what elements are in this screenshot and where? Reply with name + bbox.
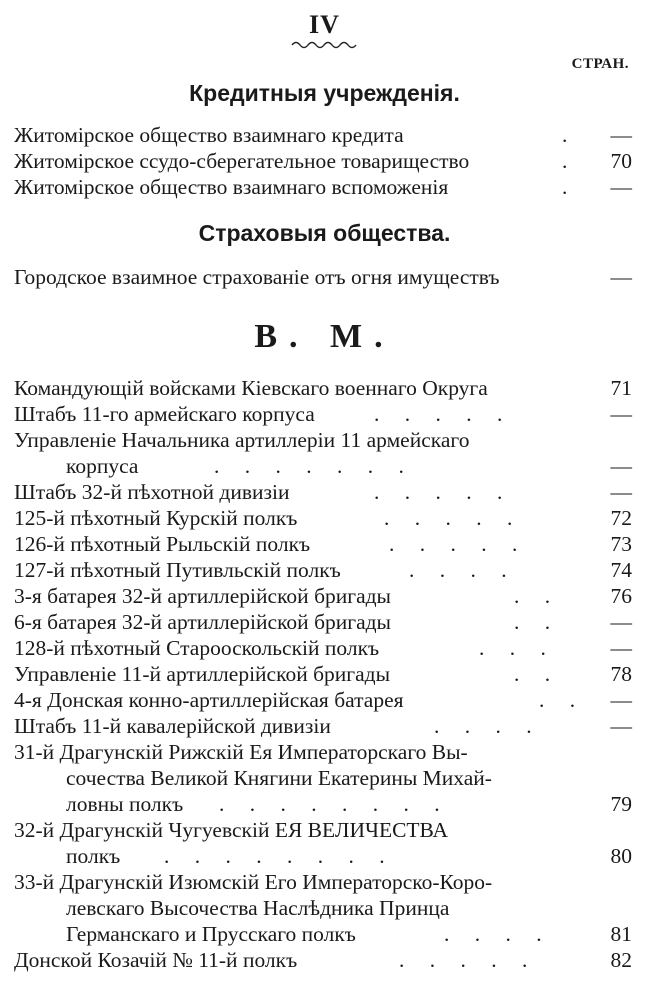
toc-entry — [14, 635, 632, 661]
entry-text-cont: корпуса — [66, 454, 139, 478]
entry-text: Городское взаимное страхованіе отъ огня имуществъ — [14, 265, 500, 289]
entry-text: 31-й Драгунскій Рижскій Ея Императорскаго Вы- — [14, 740, 468, 764]
entry-leader: . . . . — [444, 922, 552, 946]
toc-entry — [14, 583, 632, 609]
entry-page: — — [610, 123, 632, 147]
entry-leader: . . — [514, 610, 561, 634]
toc-entry — [14, 427, 632, 479]
entry-text: Штабъ 11-го армейскаго корпуса — [14, 402, 315, 426]
entry-leader: . . . . . . . — [214, 454, 414, 478]
entry-text: 33-й Драгунскій Изюмскій Его Императорско-Коро- — [14, 870, 493, 894]
entry-leader: . . . . . — [384, 506, 523, 530]
entry-page: — — [610, 402, 632, 426]
entry-text: Житомірское ссудо-сберегательное товарищество — [14, 149, 470, 173]
entry-text: Командующій войсками Кіевскаго военнаго Округа — [14, 376, 488, 400]
toc-entry — [14, 687, 632, 713]
toc-entry — [14, 122, 632, 148]
entry-page: 79 — [610, 792, 632, 816]
page-number: IV — [309, 10, 340, 39]
entry-leader: . — [562, 149, 578, 173]
entry-text: 128-й пѣхотный Старооскольскій полкъ — [14, 636, 380, 660]
toc-entry — [14, 947, 632, 973]
toc-entry — [14, 479, 632, 505]
toc-entry — [14, 174, 632, 200]
toc-entry — [14, 869, 632, 947]
entry-text: 3-я батарея 32-й артиллерійской бригады — [14, 584, 392, 608]
entry-page: 82 — [610, 948, 632, 972]
entry-page: — — [610, 265, 632, 289]
entry-text: Штабъ 11-й кавалерійской дивизіи — [14, 714, 331, 738]
entry-page: — — [610, 480, 632, 504]
toc-entry — [14, 375, 632, 401]
entry-leader: . . . . . . . . — [164, 844, 395, 868]
entry-leader: . . . — [479, 636, 556, 660]
entry-leader: . — [562, 175, 578, 199]
entry-leader: . . — [539, 688, 586, 712]
entry-page: 80 — [610, 844, 632, 868]
entry-leader: . . . . . — [399, 948, 538, 972]
entry-page: — — [610, 636, 632, 660]
entry-page: 74 — [610, 558, 632, 582]
entry-text: Житомірское общество взаимнаго вспоможенія — [14, 175, 449, 199]
entry-text: 4-я Донская конно-артиллерійская батарея — [14, 688, 404, 712]
entry-text-cont: сочества Великой Княгини Екатерины Михай- — [66, 766, 492, 790]
entry-text: Житомірское общество взаимнаго кредита — [14, 123, 404, 147]
page-column-label: СТРАН. — [571, 56, 629, 72]
entry-text: Штабъ 32-й пѣхотной дивизіи — [14, 480, 290, 504]
section-title-credit: Кредитныя учрежденія. — [189, 80, 460, 106]
toc-entry — [14, 661, 632, 687]
entry-page: — — [610, 175, 632, 199]
entry-text: Управленіе Начальника артиллеріи 11 армейскаго — [14, 428, 470, 452]
entry-text: 125-й пѣхотный Курскій полкъ — [14, 506, 298, 530]
entry-page: 81 — [610, 922, 632, 946]
entry-page: 78 — [610, 662, 632, 686]
entry-leader: . . — [514, 662, 561, 686]
entry-page: 71 — [610, 376, 632, 400]
toc-entry — [14, 739, 632, 817]
toc-entry — [14, 531, 632, 557]
section-title-insurance: Страховыя общества. — [198, 220, 451, 246]
toc-entry — [14, 557, 632, 583]
entry-leader: . . . . — [434, 714, 542, 738]
entry-leader: . . . . . — [389, 532, 528, 556]
entry-text-cont: полкъ — [66, 844, 121, 868]
entry-leader: . . . . . . . . — [219, 792, 450, 816]
entry-text: 127-й пѣхотный Путивльскій полкъ — [14, 558, 341, 582]
toc-entry — [14, 401, 632, 427]
entry-leader: . . . . . — [374, 402, 513, 426]
entry-page: 72 — [610, 506, 632, 530]
entry-text-cont: Германскаго и Прусскаго полкъ — [66, 922, 356, 946]
entry-leader: . . . . — [409, 558, 517, 582]
entry-text: 32-й Драгунскій Чугуевскій ЕЯ ВЕЛИЧЕСТВА — [14, 818, 449, 842]
entry-leader: . — [562, 123, 578, 147]
entry-leader: . . — [514, 584, 561, 608]
entry-text: Управленіе 11-й артиллерійской бригады — [14, 662, 391, 686]
entry-text: 6-я батарея 32-й артиллерійской бригады — [14, 610, 392, 634]
entry-page: 70 — [610, 149, 632, 173]
entry-text-cont: левскаго Высочества Наслѣдника Принца — [66, 896, 450, 920]
section-title-military: В. М. — [254, 318, 395, 355]
ornament-divider — [290, 40, 360, 50]
toc-entry — [14, 817, 632, 869]
entry-page: — — [610, 688, 632, 712]
toc-entry — [14, 505, 632, 531]
toc-entry — [14, 713, 632, 739]
entry-page: 76 — [610, 584, 632, 608]
toc-entry — [14, 264, 632, 290]
entry-text: 126-й пѣхотный Рыльскій полкъ — [14, 532, 311, 556]
entry-text-cont: ловны полкъ — [66, 792, 184, 816]
entry-leader: . . . . . — [374, 480, 513, 504]
entry-page: — — [610, 610, 632, 634]
entry-text: Донской Козачій № 11-й полкъ — [14, 948, 298, 972]
toc-entry — [14, 609, 632, 635]
entry-page: 73 — [610, 532, 632, 556]
entry-page: — — [610, 714, 632, 738]
entry-page: — — [610, 454, 632, 478]
toc-entry — [14, 148, 632, 174]
